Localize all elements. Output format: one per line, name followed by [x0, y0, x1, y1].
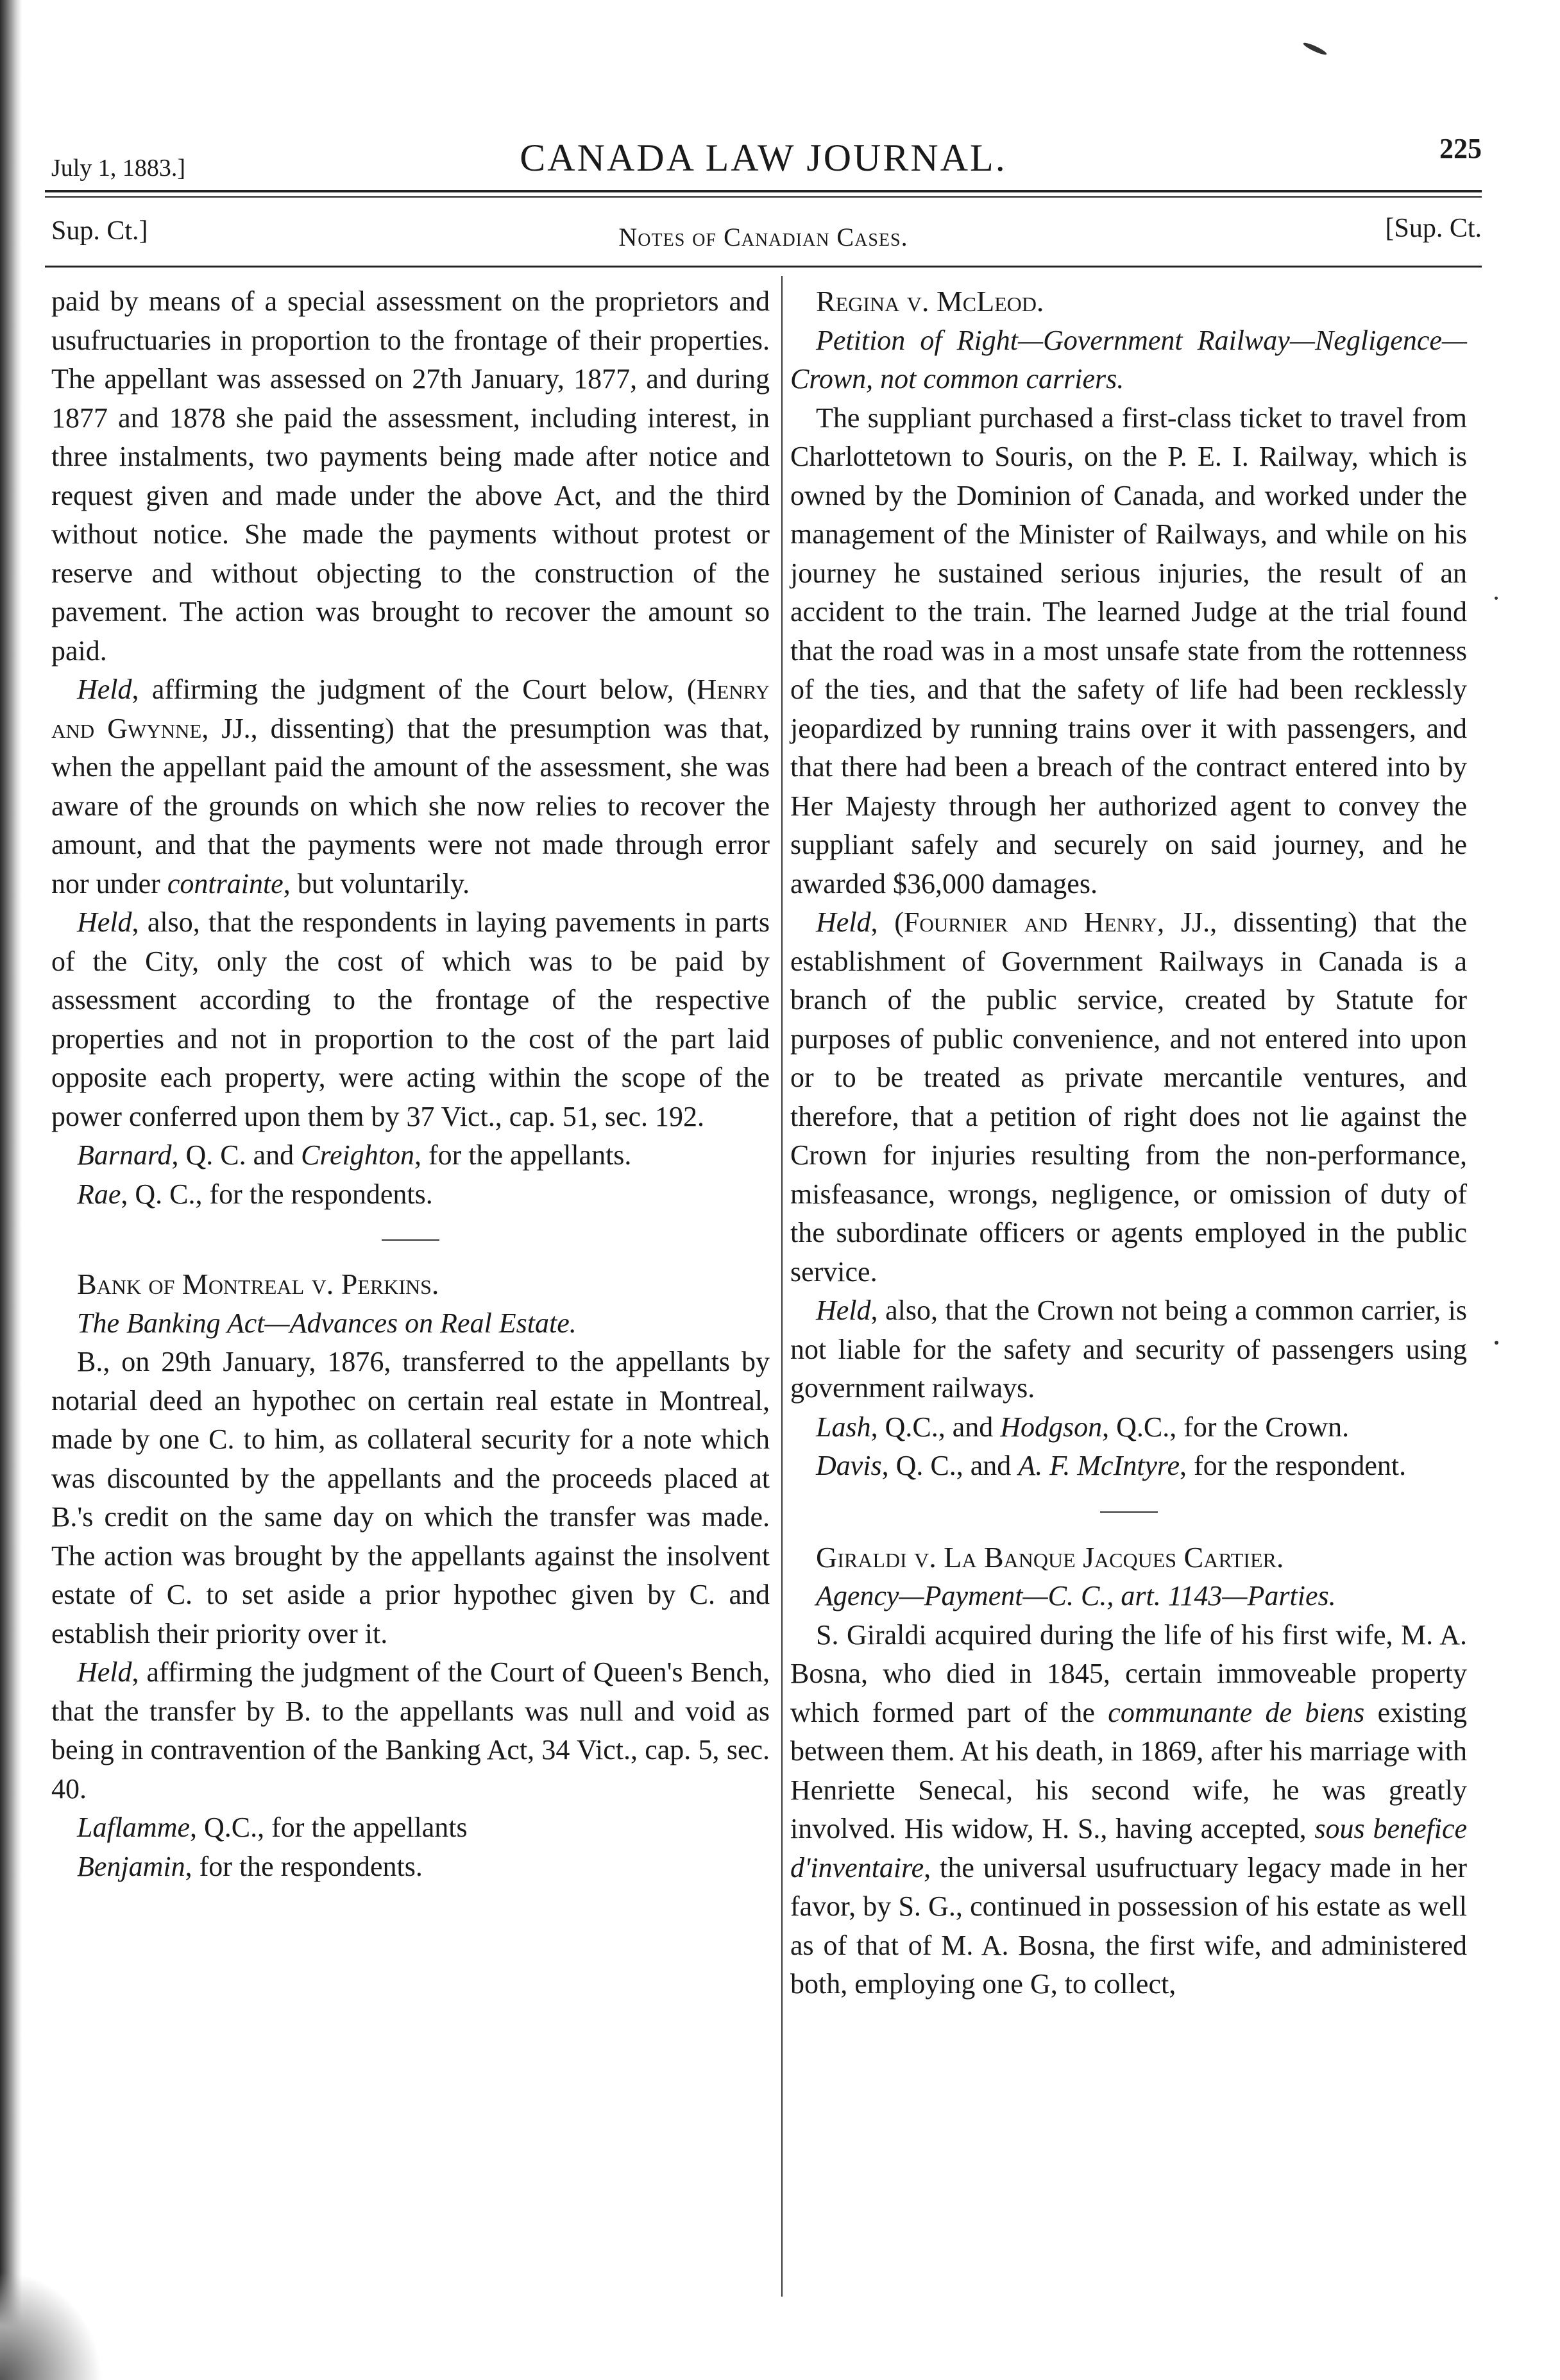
- counsel-line: Benjamin, for the respondents.: [77, 1850, 423, 1882]
- counsel-line: Laflamme, Q.C., for the appellants: [77, 1812, 468, 1843]
- header-rule-thick: [45, 190, 1482, 192]
- case-subtitle: Agency—Payment—C. C., art. 1143—Parties.: [816, 1580, 1336, 1611]
- paragraph: B., on 29th January, 1876, transferred to the appellants by notarial deed an hypothec on certain real estate in Montreal, made by one C. to him, as collateral security for a note which was discounted by the appellants and the proceeds placed at B.'s credit on the same day on which the transfer was made. The action was brought by the appellants against the insolvent estate of C. to set aside a prior hypothec given by C. and establish their priority over it.: [51, 1346, 770, 1649]
- scan-shadow-corner: [0, 2271, 103, 2380]
- section-rule: [45, 266, 1482, 268]
- left-column: [51, 282, 770, 1886]
- scan-shadow-edge: [0, 0, 22, 2380]
- header-rule-thin: [45, 196, 1482, 198]
- case-separator: [382, 1239, 439, 1241]
- running-head: [45, 128, 1482, 199]
- column-divider: [781, 276, 783, 2297]
- section-head: [45, 207, 1482, 264]
- counsel-line: Barnard, Q. C. and Creighton, for the appellants.: [77, 1139, 632, 1171]
- paragraph: The suppliant purchased a first-class ticket to travel from Charlottetown to Souris, on the P. E. I. Railway, which is owned by the Dominion of Canada, and worked under the management of the Minister of Railways, and while on his journey he sustained serious injuries, the result of an accident to the train. The learned Judge at the trial found that the road was in a most unsafe state from the rottenness of the ties, and that the safety of life had been recklessly jeopardized by running trains over it with passengers, and that there had been a breach of the contract entered into by Her Majesty through her authorized agent to convey the suppliant safely and securely on said journey, and he awarded $36,000 damages.: [790, 402, 1467, 899]
- journal-title: CANADA LAW JOURNAL.: [520, 137, 1007, 179]
- scan-speck: [1302, 41, 1328, 56]
- issue-date: July 1, 1883.]: [51, 155, 185, 182]
- case-separator: [1100, 1511, 1158, 1513]
- holding-paragraph: Held, affirming the judgment of the Court of Queen's Bench, that the transfer by B. to the appellants was null and void as being in contravention of the Banking Act, 34 Vict., cap. 5, sec. 40.: [51, 1656, 770, 1805]
- section-court-left: Sup. Ct.]: [51, 216, 148, 246]
- right-column: [790, 282, 1467, 2004]
- counsel-line: Rae, Q. C., for the respondents.: [77, 1178, 433, 1210]
- case-title: Regina v. McLeod.: [816, 285, 1044, 318]
- holding-paragraph: Held, (Fournier and Henry, JJ., dissenting) that the establishment of Government Railways in Canada is a branch of the public service, created by Statute for purposes of public convenience, and not entered into upon or to be treated as private mercantile ventures, and therefore, that a petition of right does not lie against the Crown for injuries resulting from the non-performance, misfeasance, wrongs, negligence, or omission of duty of the subordinate officers or agents employed in the public service.: [790, 906, 1467, 1288]
- paragraph: paid by means of a special assessment on the proprietors and usufructuaries in proportion to the frontage of their properties. The appellant was assessed on 27th January, 1877, and during 1877 and 1878 she paid the assessment, including interest, in three instalments, two payments being made after notice and request given and made under the above Act, and the third without notice. She made the payments without protest or reserve and without objecting to the construction of the pavement. The action was brought to recover the amount so paid.: [51, 285, 770, 667]
- section-court-right: [Sup. Ct.: [1385, 214, 1482, 243]
- case-title: Bank of Montreal v. Perkins.: [77, 1268, 439, 1300]
- case-title: Giraldi v. La Banque Jacques Cartier.: [816, 1540, 1284, 1574]
- section-title: Notes of Canadian Cases.: [618, 223, 908, 251]
- scan-speck: [1495, 1341, 1498, 1345]
- paragraph: S. Giraldi acquired during the life of his first wife, M. A. Bosna, who died in 1845, certain immoveable property which formed part of the communante de biens existing between them. At his death, in 1869, after his marriage with Henriette Senecal, his second wife, he was greatly involved. His widow, H. S., having accepted, sous benefice d'inventaire, the universal usufructuary legacy made in her favor, by S. G., continued in possession of his estate as well as of that of M. A. Bosna, the first wife, and administered both, employing one G, to collect,: [790, 1619, 1468, 2000]
- page-number: 225: [1439, 133, 1482, 164]
- holding-paragraph: Held, also, that the Crown not being a common carrier, is not liable for the safety and security of passengers using government railways.: [790, 1295, 1467, 1404]
- counsel-line: Davis, Q. C., and A. F. McIntyre, for the respondent.: [816, 1450, 1407, 1481]
- counsel-line: Lash, Q.C., and Hodgson, Q.C., for the Crown.: [816, 1411, 1350, 1443]
- holding-paragraph: Held, also, that the respondents in laying pavements in parts of the City, only the cost of which was to be paid by assessment according to the frontage of the respective properties and not in proportion to the cost of the part laid opposite each property, were acting within the scope of the power conferred upon them by 37 Vict., cap. 51, sec. 192.: [51, 906, 770, 1132]
- case-subtitle: The Banking Act—Advances on Real Estate.: [77, 1307, 577, 1339]
- case-subtitle: Petition of Right—Government Railway—Negligence—Crown, not common carriers.: [790, 324, 1467, 395]
- holding-paragraph: Held, affirming the judgment of the Court below, (Henry and Gwynne, JJ., dissenting) that the presumption was that, when the appellant paid the amount of the assessment, she was aware of the grounds on which she now relies to recover the amount, and that the payments were not made through error nor under contrainte, but voluntarily.: [51, 674, 770, 899]
- scan-speck: [1495, 597, 1498, 600]
